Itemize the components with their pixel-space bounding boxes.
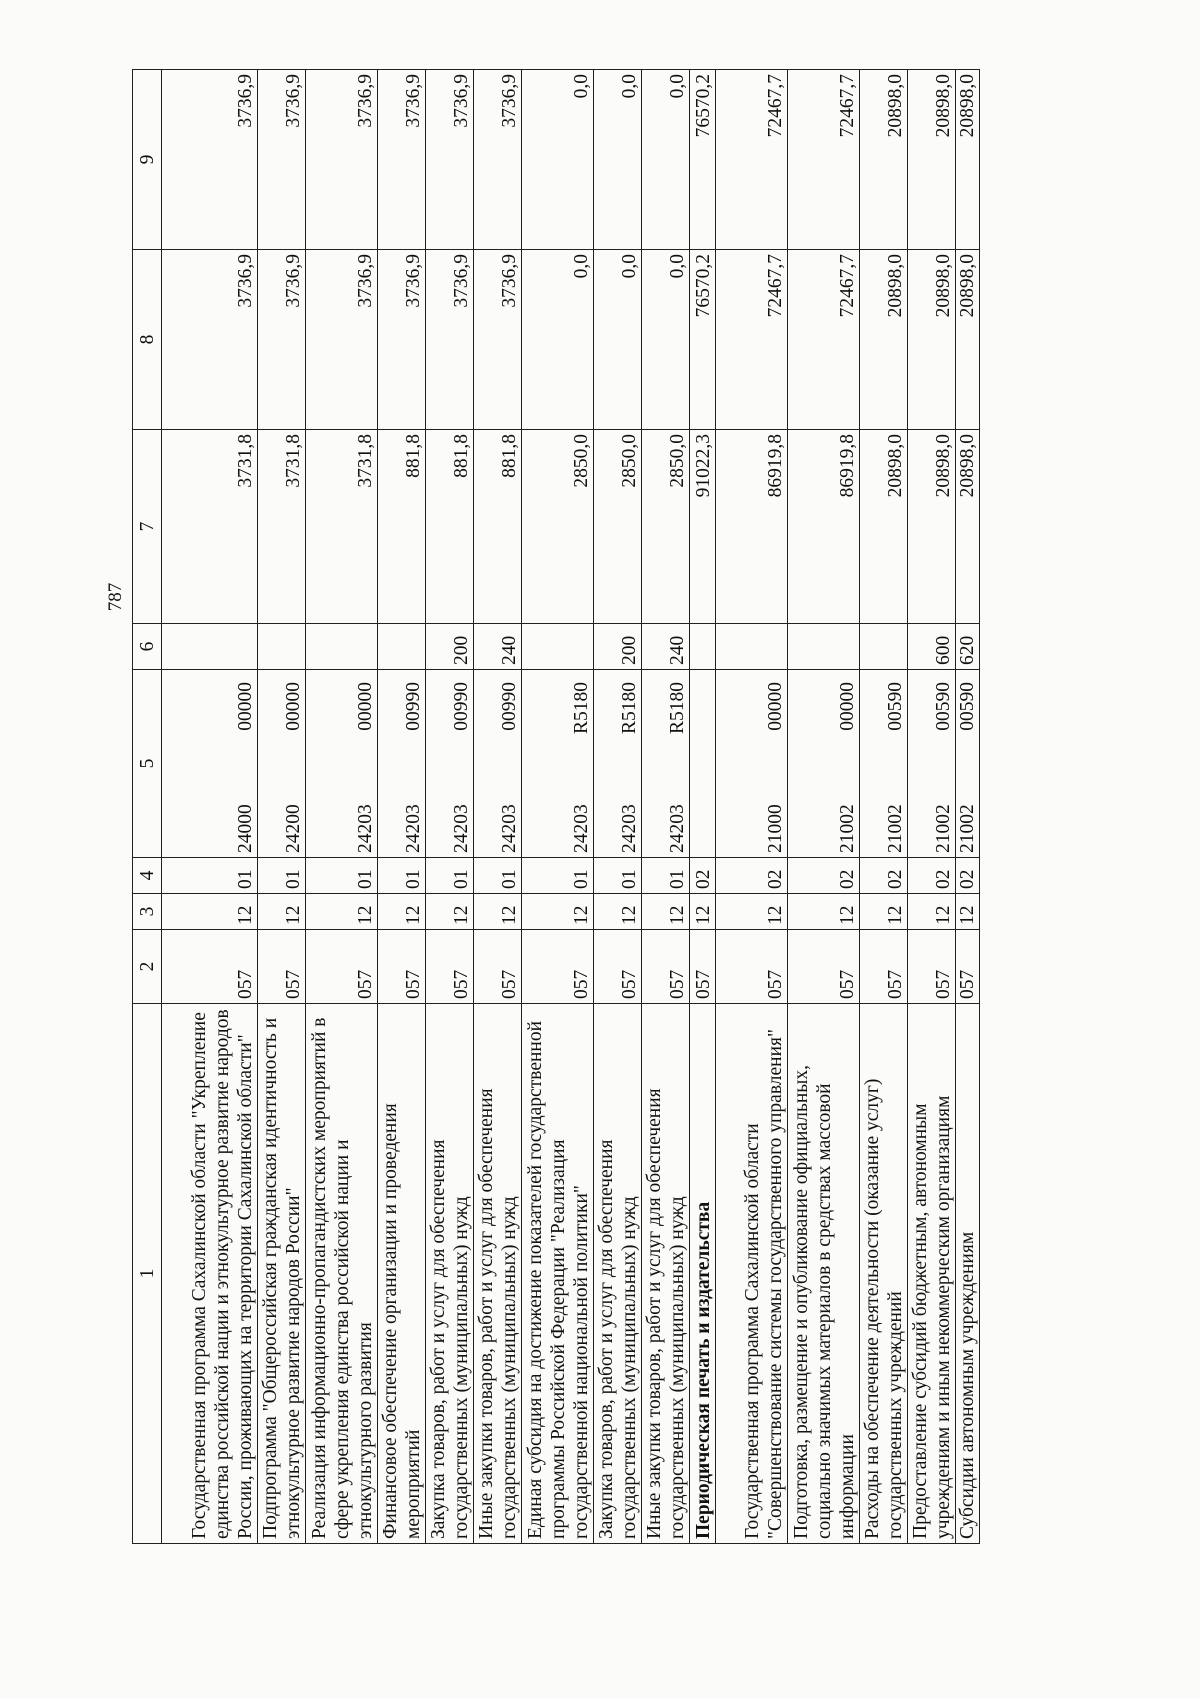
cell-amount-col8: 3736,9: [474, 250, 522, 430]
cell-amount-col8: 3736,9: [426, 250, 474, 430]
target-article-code: [354, 674, 377, 853]
row-label: Иные закупки товаров, работ и услуг для обеспечения государственных (муниципальных) нужд: [474, 1004, 522, 1544]
table-row: [522, 70, 594, 1544]
cell-amount-col8: 0,0: [522, 250, 594, 430]
target-article-part-2: 00990: [451, 682, 472, 731]
target-article-code: [234, 674, 257, 853]
row-label: Финансовое обеспечение организации и проведения мероприятий: [378, 1004, 426, 1544]
cell-amount-col7: 3731,8: [258, 430, 306, 624]
cell-amount-col9: 3736,9: [474, 70, 522, 250]
cell-section: 12: [306, 894, 378, 930]
cell-target-article: [860, 670, 908, 858]
target-article-code: [956, 674, 979, 853]
table-row: [306, 70, 378, 1544]
column-header: 8: [133, 250, 162, 430]
cell-ministry-code: 057: [642, 930, 690, 1004]
cell-amount-col8: 3736,9: [162, 250, 258, 430]
row-label: Реализация информационно-пропагандистских мероприятий в сфере укрепления единства российской нации и этнокультурного развития: [306, 1004, 378, 1544]
target-article-code: [836, 674, 859, 853]
cell-ministry-code: 057: [306, 930, 378, 1004]
table-row: [162, 70, 258, 1544]
cell-subsection: 02: [690, 858, 716, 894]
cell-ministry-code: 057: [690, 930, 716, 1004]
header-row: [133, 70, 162, 1544]
cell-target-article: [474, 670, 522, 858]
target-article-code: [450, 674, 473, 853]
cell-subsection: 02: [908, 858, 956, 894]
column-header: 4: [133, 858, 162, 894]
target-article-part-1: 24200: [283, 804, 304, 853]
target-article-part-2: 00590: [933, 682, 954, 731]
cell-subsection: 01: [642, 858, 690, 894]
cell-subsection: 01: [474, 858, 522, 894]
cell-amount-col7: 881,8: [474, 430, 522, 624]
target-article-part-2: R5180: [619, 682, 640, 735]
row-label: Предоставление субсидий бюджетным, автономным учреждениям и иным некоммерческим организациям: [908, 1004, 956, 1544]
cell-amount-col9: 20898,0: [908, 70, 956, 250]
target-article-code: [402, 674, 425, 853]
target-article-code: [498, 674, 521, 853]
cell-target-article: [306, 670, 378, 858]
table-row: [956, 70, 980, 1544]
target-article-code: [618, 674, 641, 853]
target-article-code: [764, 674, 787, 853]
table-row: [378, 70, 426, 1544]
cell-subsection: 02: [956, 858, 980, 894]
cell-amount-col8: 76570,2: [690, 250, 716, 430]
cell-section: 12: [378, 894, 426, 930]
cell-expense-type: [690, 624, 716, 670]
target-article-part-1: 21000: [765, 804, 786, 853]
cell-ministry-code: 057: [908, 930, 956, 1004]
column-header: 7: [133, 430, 162, 624]
row-label: Закупка товаров, работ и услуг для обеспечения государственных (муниципальных) нужд: [594, 1004, 642, 1544]
cell-subsection: 02: [860, 858, 908, 894]
cell-amount-col9: 0,0: [522, 70, 594, 250]
cell-expense-type: [788, 624, 860, 670]
cell-expense-type: 200: [426, 624, 474, 670]
cell-target-article: [690, 670, 716, 858]
cell-expense-type: [716, 624, 788, 670]
target-article-part-2: R5180: [667, 682, 688, 735]
cell-ministry-code: 057: [594, 930, 642, 1004]
cell-target-article: [162, 670, 258, 858]
cell-amount-col9: 3736,9: [426, 70, 474, 250]
target-article-code: [932, 674, 955, 853]
cell-amount-col7: 3731,8: [306, 430, 378, 624]
cell-ministry-code: 057: [860, 930, 908, 1004]
target-article-part-1: 24203: [667, 804, 688, 853]
cell-expense-type: [378, 624, 426, 670]
table-row: [788, 70, 860, 1544]
cell-amount-col8: 3736,9: [258, 250, 306, 430]
cell-subsection: 01: [522, 858, 594, 894]
cell-target-article: [522, 670, 594, 858]
cell-amount-col9: 20898,0: [860, 70, 908, 250]
target-article-part-2: 00000: [355, 682, 376, 731]
row-label: Периодическая печать и издательства: [690, 1004, 716, 1544]
cell-expense-type: [522, 624, 594, 670]
cell-subsection: 01: [306, 858, 378, 894]
target-article-part-1: 21002: [837, 804, 858, 853]
cell-ministry-code: 057: [162, 930, 258, 1004]
table-row: [908, 70, 956, 1544]
cell-subsection: 01: [594, 858, 642, 894]
cell-section: 12: [690, 894, 716, 930]
cell-target-article: [378, 670, 426, 858]
cell-amount-col7: 86919,8: [788, 430, 860, 624]
cell-amount-col9: 3736,9: [162, 70, 258, 250]
target-article-part-1: 24000: [235, 804, 256, 853]
cell-amount-col8: 72467,7: [716, 250, 788, 430]
target-article-part-2: 00000: [765, 682, 786, 731]
table-row: [716, 70, 788, 1544]
cell-section: 12: [258, 894, 306, 930]
cell-target-article: [908, 670, 956, 858]
cell-target-article: [788, 670, 860, 858]
table-row: [860, 70, 908, 1544]
column-header: 1: [133, 1004, 162, 1544]
cell-expense-type: [258, 624, 306, 670]
cell-amount-col9: 0,0: [642, 70, 690, 250]
cell-expense-type: 240: [642, 624, 690, 670]
table-body: [162, 70, 980, 1544]
cell-amount-col7: 2850,0: [642, 430, 690, 624]
target-article-part-2: 00000: [235, 682, 256, 731]
cell-amount-col9: 0,0: [594, 70, 642, 250]
cell-amount-col7: 20898,0: [956, 430, 980, 624]
cell-target-article: [716, 670, 788, 858]
cell-amount-col9: 20898,0: [956, 70, 980, 250]
cell-expense-type: [162, 624, 258, 670]
cell-section: 12: [522, 894, 594, 930]
target-article-part-2: R5180: [571, 682, 592, 735]
target-article-part-1: 24203: [451, 804, 472, 853]
target-article-part-2: 00990: [403, 682, 424, 731]
target-article-part-1: 24203: [619, 804, 640, 853]
cell-target-article: [642, 670, 690, 858]
row-label: Субсидии автономным учреждениям: [956, 1004, 980, 1544]
cell-amount-col7: 881,8: [378, 430, 426, 624]
target-article-code: [884, 674, 907, 853]
column-header: 3: [133, 894, 162, 930]
target-article-part-2: 00990: [499, 682, 520, 731]
cell-expense-type: 600: [908, 624, 956, 670]
cell-subsection: 01: [378, 858, 426, 894]
rotated-content: [102, 70, 1092, 1544]
cell-amount-col8: 0,0: [594, 250, 642, 430]
target-article-code: [666, 674, 689, 853]
cell-amount-col9: 3736,9: [306, 70, 378, 250]
cell-amount-col9: 76570,2: [690, 70, 716, 250]
target-article-part-1: 24203: [571, 804, 592, 853]
cell-expense-type: 200: [594, 624, 642, 670]
row-label: Подготовка, размещение и опубликование официальных, социально значимых материалов в средствах массовой информации: [788, 1004, 860, 1544]
row-label: Государственная программа Сахалинской области "Совершенствование системы государственного управления": [716, 1004, 788, 1544]
cell-amount-col8: 3736,9: [306, 250, 378, 430]
cell-ministry-code: 057: [258, 930, 306, 1004]
cell-ministry-code: 057: [426, 930, 474, 1004]
cell-expense-type: [860, 624, 908, 670]
cell-section: 12: [594, 894, 642, 930]
table-row: [258, 70, 306, 1544]
cell-expense-type: 620: [956, 624, 980, 670]
cell-amount-col7: 2850,0: [522, 430, 594, 624]
cell-amount-col8: 20898,0: [860, 250, 908, 430]
cell-subsection: 01: [162, 858, 258, 894]
table-row: [474, 70, 522, 1544]
cell-amount-col8: 72467,7: [788, 250, 860, 430]
cell-section: 12: [426, 894, 474, 930]
cell-subsection: 01: [426, 858, 474, 894]
row-label: Расходы на обеспечение деятельности (оказание услуг) государственных учреждений: [860, 1004, 908, 1544]
row-label: Закупка товаров, работ и услуг для обеспечения государственных (муниципальных) нужд: [426, 1004, 474, 1544]
row-label: Иные закупки товаров, работ и услуг для обеспечения государственных (муниципальных) нужд: [642, 1004, 690, 1544]
cell-ministry-code: 057: [522, 930, 594, 1004]
cell-ministry-code: 057: [716, 930, 788, 1004]
target-article-part-2: 00000: [837, 682, 858, 731]
cell-expense-type: 240: [474, 624, 522, 670]
cell-section: 12: [908, 894, 956, 930]
cell-ministry-code: 057: [378, 930, 426, 1004]
row-label: Государственная программа Сахалинской области "Укрепление единства российской нации и этнокультурное развитие народов России, проживающих на территории Сахалинской области": [162, 1004, 258, 1544]
row-label: Единая субсидия на достижение показателей государственной программы Российской Федерации "Реализация государственной национальной политики": [522, 1004, 594, 1544]
cell-target-article: [426, 670, 474, 858]
table-row: [426, 70, 474, 1544]
cell-amount-col7: 20898,0: [860, 430, 908, 624]
cell-amount-col8: 20898,0: [956, 250, 980, 430]
target-article-part-1: 24203: [499, 804, 520, 853]
cell-section: 12: [642, 894, 690, 930]
target-article-part-1: 24203: [355, 804, 376, 853]
cell-amount-col7: 91022,3: [690, 430, 716, 624]
column-header: 5: [133, 670, 162, 858]
cell-subsection: 02: [716, 858, 788, 894]
target-article-code: [570, 674, 593, 853]
cell-amount-col8: 0,0: [642, 250, 690, 430]
column-header: 9: [133, 70, 162, 250]
cell-section: 12: [860, 894, 908, 930]
column-header: 2: [133, 930, 162, 1004]
page-number: 787: [105, 582, 126, 612]
column-header: 6: [133, 624, 162, 670]
cell-ministry-code: 057: [788, 930, 860, 1004]
cell-section: 12: [716, 894, 788, 930]
cell-amount-col9: 3736,9: [378, 70, 426, 250]
target-article-part-1: 21002: [933, 804, 954, 853]
target-article-part-1: 21002: [957, 804, 978, 853]
cell-ministry-code: 057: [956, 930, 980, 1004]
cell-expense-type: [306, 624, 378, 670]
cell-amount-col8: 3736,9: [378, 250, 426, 430]
cell-amount-col7: 3731,8: [162, 430, 258, 624]
cell-subsection: 01: [258, 858, 306, 894]
cell-ministry-code: 057: [474, 930, 522, 1004]
cell-amount-col7: 20898,0: [908, 430, 956, 624]
cell-amount-col7: 86919,8: [716, 430, 788, 624]
cell-section: 12: [162, 894, 258, 930]
cell-amount-col9: 3736,9: [258, 70, 306, 250]
target-article-part-2: 00590: [957, 682, 978, 731]
cell-amount-col7: 881,8: [426, 430, 474, 624]
row-label: Подпрограмма "Общероссийская гражданская идентичность и этнокультурное развитие народов России": [258, 1004, 306, 1544]
table-row: [690, 70, 716, 1544]
cell-section: 12: [788, 894, 860, 930]
cell-target-article: [594, 670, 642, 858]
target-article-part-1: 21002: [885, 804, 906, 853]
target-article-part-2: 00000: [283, 682, 304, 731]
target-article-part-2: 00590: [885, 682, 906, 731]
cell-subsection: 02: [788, 858, 860, 894]
budget-table: [132, 69, 980, 1544]
cell-amount-col8: 20898,0: [908, 250, 956, 430]
target-article-code: [282, 674, 305, 853]
target-article-part-1: 24203: [403, 804, 424, 853]
cell-section: 12: [474, 894, 522, 930]
table-row: [642, 70, 690, 1544]
cell-target-article: [258, 670, 306, 858]
cell-section: 12: [956, 894, 980, 930]
cell-amount-col9: 72467,7: [716, 70, 788, 250]
cell-amount-col9: 72467,7: [788, 70, 860, 250]
cell-target-article: [956, 670, 980, 858]
table-row: [594, 70, 642, 1544]
cell-amount-col7: 2850,0: [594, 430, 642, 624]
